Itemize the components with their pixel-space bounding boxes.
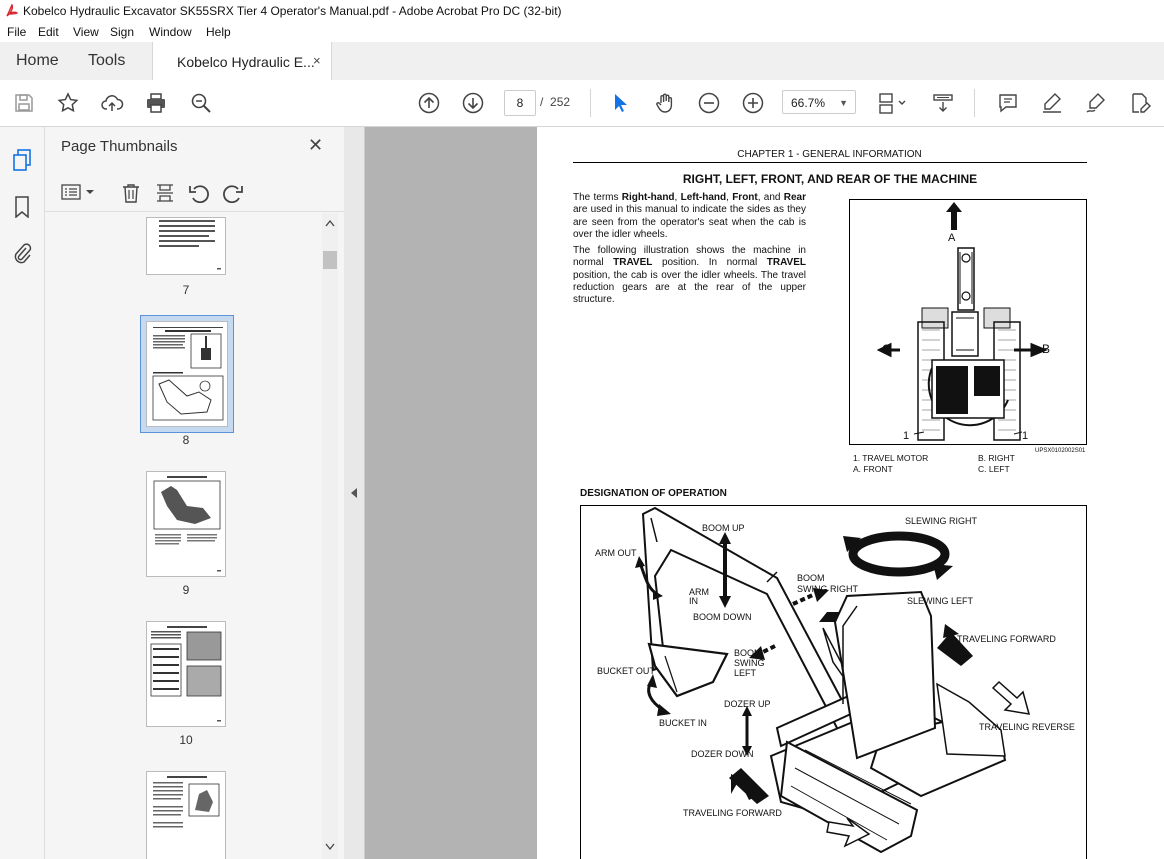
thumbnail-page-8[interactable] <box>146 321 228 427</box>
thumbnail-toolbar <box>45 173 344 212</box>
thumbnail-page-9[interactable] <box>146 471 226 577</box>
menu-view[interactable]: View <box>73 25 99 39</box>
scrollbar-thumb[interactable] <box>323 251 337 269</box>
label-traveling-forward-bottom: TRAVELING FORWARD <box>683 808 782 818</box>
tab-bar <box>0 42 1164 81</box>
zoom-level-value: 66.7% <box>791 96 826 110</box>
toolbar-divider <box>974 89 975 117</box>
label-boom-swing-right-line1: BOOM <box>797 573 825 583</box>
figure-machine-top-view <box>849 199 1087 445</box>
thumbnail-preview <box>147 472 225 576</box>
label-boom-down: BOOM DOWN <box>693 612 752 622</box>
panel-collapse-handle[interactable] <box>344 127 365 859</box>
menu-sign[interactable]: Sign <box>110 25 135 39</box>
bookmarks-icon[interactable] <box>14 196 30 218</box>
upload-cloud-icon[interactable] <box>100 91 124 115</box>
legend-right: B. RIGHT <box>978 453 1015 463</box>
machine-top-view-drawing <box>850 200 1086 444</box>
label-boom-up: BOOM UP <box>702 523 745 533</box>
zoom-out-icon[interactable] <box>697 91 721 115</box>
label-c: C <box>882 342 891 356</box>
tab-close-icon[interactable]: × <box>313 53 321 68</box>
label-boom-swing-left-line1: BOOM <box>734 648 762 658</box>
thumbnail-preview <box>147 218 225 274</box>
rotate-counterclockwise-icon[interactable] <box>188 183 210 203</box>
label-arm-in-line1: ARM <box>689 587 709 597</box>
label-boom-swing-left-line3: LEFT <box>734 668 757 678</box>
title-bar <box>0 0 1164 22</box>
window-title: Kobelco Hydraulic Excavator SK55SRX Tier 4 Operator's Manual.pdf - Adobe Acrobat Pro DC (32-bit) <box>23 4 562 18</box>
paragraph-travel: The following illustration shows the machine in normal TRAVEL position. In normal TRAVEL position, the cab is over the idler wheels. The travel reduction gears are at the rear of the upper structure. <box>573 245 806 306</box>
tab-home[interactable]: Home <box>16 52 59 69</box>
tab-document-label: Kobelco Hydraulic E... <box>177 54 315 70</box>
thumbnail-label: 8 <box>182 433 190 447</box>
zoom-level-select[interactable] <box>782 90 856 114</box>
section-heading: DESIGNATION OF OPERATION <box>580 488 727 499</box>
label-dozer-up: DOZER UP <box>724 699 771 709</box>
menu-edit[interactable]: Edit <box>38 25 59 39</box>
thumbnail-page-11[interactable] <box>146 771 226 859</box>
thumbnail-preview <box>147 622 225 726</box>
label-arm-in-line2: IN <box>689 596 698 606</box>
thumbnail-scrollbar[interactable] <box>322 213 338 859</box>
thumbnail-label: 9 <box>182 583 190 597</box>
menu-bar <box>0 22 1164 42</box>
page-display-icon[interactable] <box>876 91 912 115</box>
legend-travel-motor: 1. TRAVEL MOTOR <box>853 453 929 463</box>
label-bucket-out: BUCKET OUT <box>597 666 655 676</box>
acrobat-logo-icon <box>6 4 18 17</box>
label-1-left: 1 <box>903 430 910 442</box>
paragraph-terms: The terms Right-hand, Left-hand, Front, and Rear are used in this manual to indicate the sides as they are seen from the operator's seat when the cab is over the idler wheels. <box>573 192 806 240</box>
options-menu-icon[interactable] <box>61 184 97 200</box>
scroll-down-icon[interactable] <box>325 843 335 851</box>
chapter-header: CHAPTER 1 - GENERAL INFORMATION <box>737 149 922 160</box>
total-pages: 252 <box>550 95 571 109</box>
label-slewing-left: SLEWING LEFT <box>907 596 974 606</box>
legend-front: A. FRONT <box>853 464 893 474</box>
edit-pdf-icon[interactable] <box>1128 91 1152 115</box>
page-heading: RIGHT, LEFT, FRONT, AND REAR OF THE MACHINE <box>682 172 978 186</box>
arrow-right <box>1014 345 1044 355</box>
save-icon[interactable] <box>12 91 36 115</box>
label-1-right: 1 <box>1022 430 1029 442</box>
excavator-operations-drawing <box>581 506 1086 859</box>
toolbar <box>0 80 1164 127</box>
close-icon[interactable]: ✕ <box>308 135 324 155</box>
highlight-pen-icon[interactable] <box>1040 91 1064 115</box>
pdf-page <box>537 127 1164 859</box>
label-dozer-down: DOZER DOWN <box>691 749 754 759</box>
delete-trash-icon[interactable] <box>122 183 140 203</box>
chevron-down-icon: ▼ <box>839 98 848 108</box>
label-a: A <box>948 232 956 244</box>
thumbnail-preview <box>147 322 227 426</box>
menu-file[interactable]: File <box>7 25 27 39</box>
thumbnail-page-7[interactable] <box>146 217 226 275</box>
scrolling-mode-icon[interactable] <box>931 91 955 115</box>
page-separator: / <box>540 95 544 109</box>
page-number-input[interactable]: 8 <box>504 90 536 116</box>
panel-title: Page Thumbnails <box>61 138 178 155</box>
label-bucket-in: BUCKET IN <box>659 718 707 728</box>
tab-document[interactable] <box>152 42 332 81</box>
label-b: B <box>1042 342 1051 356</box>
page-thumbnails-icon[interactable] <box>12 148 34 172</box>
hand-tool-icon[interactable] <box>653 91 677 115</box>
menu-window[interactable]: Window <box>149 25 192 39</box>
zoom-in-icon[interactable] <box>741 91 765 115</box>
label-traveling-forward-top: TRAVELING FORWARD <box>957 634 1056 644</box>
legend-left: C. LEFT <box>978 464 1010 474</box>
thumbnail-label: 7 <box>182 283 190 297</box>
label-boom-swing-left-line2: SWING <box>734 658 765 668</box>
page-total <box>540 95 570 109</box>
previous-page-icon[interactable] <box>417 91 441 115</box>
rotate-clockwise-icon[interactable] <box>222 183 244 203</box>
label-traveling-reverse: TRAVELING REVERSE <box>979 722 1075 732</box>
label-arm-out: ARM OUT <box>595 548 637 558</box>
label-boom-swing-right-line2: SWING RIGHT <box>797 584 858 594</box>
figure-code: UPSX0102002S01 <box>1035 448 1086 454</box>
zoom-search-icon[interactable] <box>189 91 213 115</box>
thumbnail-label: 10 <box>179 733 193 747</box>
navigation-rail <box>0 127 45 859</box>
toolbar-divider <box>590 89 591 117</box>
label-slewing-right: SLEWING RIGHT <box>905 516 978 526</box>
bookmark-star-icon[interactable] <box>56 91 80 115</box>
print-icon[interactable] <box>144 91 168 115</box>
thumbnail-list <box>45 213 344 859</box>
thumbnails-panel <box>45 127 345 859</box>
arrow-front <box>946 202 962 230</box>
scroll-up-icon[interactable] <box>325 219 335 227</box>
sign-pen-icon[interactable] <box>1084 91 1108 115</box>
thumbnail-preview <box>147 772 225 859</box>
next-page-icon[interactable] <box>461 91 485 115</box>
figure-designation-of-operation <box>580 505 1087 859</box>
insert-pages-icon[interactable] <box>155 183 175 203</box>
thumbnail-page-10[interactable] <box>146 621 226 727</box>
header-rule <box>573 162 1087 163</box>
collapse-arrow-icon[interactable] <box>350 487 358 499</box>
select-cursor-icon[interactable] <box>608 91 632 115</box>
menu-help[interactable]: Help <box>206 25 231 39</box>
tab-tools[interactable]: Tools <box>88 52 126 69</box>
document-viewer <box>365 127 1164 859</box>
comment-icon[interactable] <box>996 91 1020 115</box>
attachments-paperclip-icon[interactable] <box>12 241 32 265</box>
